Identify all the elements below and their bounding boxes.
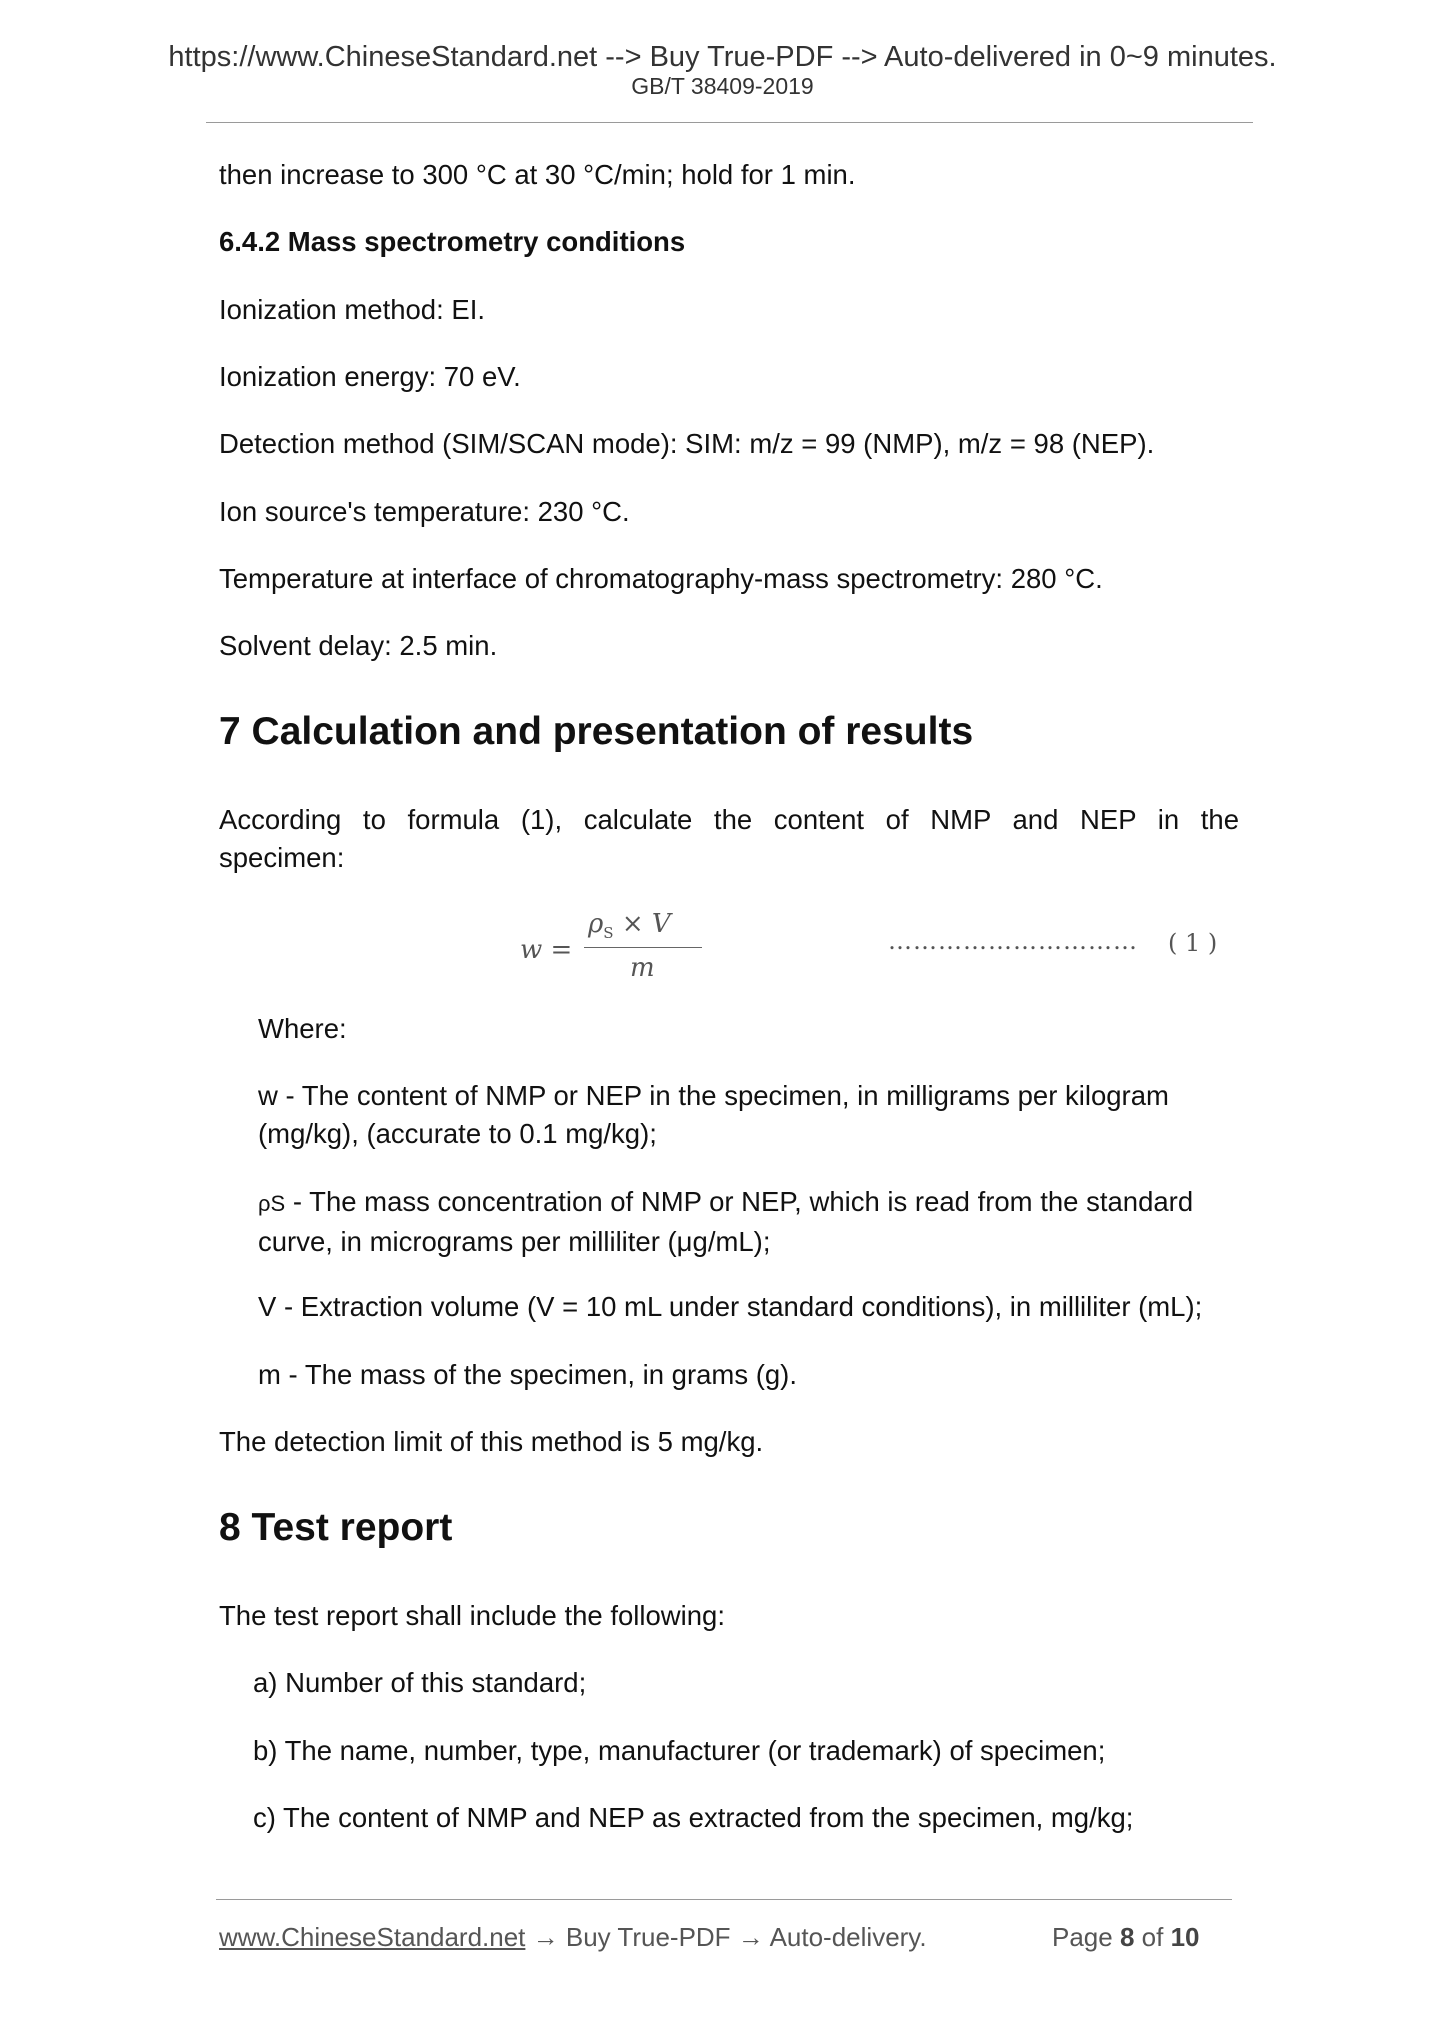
definition-m: m - The mass of the specimen, in grams (g). (258, 1359, 797, 1390)
formula-fraction-bar (584, 947, 702, 948)
text-ion-source-temp: Ion source's temperature: 230 °C. (219, 496, 630, 527)
formula-1 (520, 905, 760, 995)
text-detection-method: Detection method (SIM/SCAN mode): SIM: m/z = 99 (NMP), m/z = 98 (NEP). (219, 428, 1155, 459)
page-current: 8 (1119, 1922, 1135, 1952)
text-ionization-method: Ionization method: EI. (219, 294, 485, 325)
formula-intro-line2: specimen: (219, 842, 345, 873)
text-solvent-delay: Solvent delay: 2.5 min. (219, 630, 498, 661)
text-detection-limit: The detection limit of this method is 5 mg/kg. (219, 1426, 764, 1457)
section-heading-7: 7 Calculation and presentation of results (219, 710, 974, 753)
text-prev-line: then increase to 300 °C at 30 °C/min; hold for 1 min. (219, 159, 856, 190)
where-label: Where: (258, 1013, 347, 1044)
text-ionization-energy: Ionization energy: 70 eV. (219, 361, 521, 392)
page-indicator: Page 8 of 10 (1052, 1922, 1200, 1952)
footer-divider (216, 1899, 1232, 1900)
list-item-b: b) The name, number, type, manufacturer (or trademark) of specimen; (253, 1735, 1106, 1766)
page-total: 10 (1170, 1922, 1200, 1952)
formula-denominator: m (630, 953, 655, 983)
formula-number: ( 1 ) (1168, 929, 1218, 957)
standard-number: GB/T 38409-2019 (631, 73, 814, 99)
definition-rho: ρS - The mass concentration of NMP or NEP, which is read from the standard curve, in micrograms per milliliter (μg/mL); (258, 1186, 1194, 1257)
list-item-a: a) Number of this standard; (253, 1667, 587, 1698)
formula-lhs: w = (520, 935, 573, 965)
formula-leader-dots: ………………………… (888, 927, 1138, 955)
footer-text: → Buy True-PDF → Auto-delivery. (525, 1922, 927, 1952)
section-heading-8: 8 Test report (219, 1506, 453, 1549)
header-banner: https://www.ChineseStandard.net --> Buy True-PDF --> Auto-delivered in 0~9 minutes. (168, 41, 1277, 73)
section-heading-6-4-2: 6.4.2 Mass spectrometry conditions (219, 226, 686, 257)
formula-numerator: $\rho_S \times V$ (588, 909, 671, 943)
formula-intro-line1: According to formula (1), calculate the content of NMP and NEP in the (219, 804, 1239, 835)
definition-v: V - Extraction volume (V = 10 mL under standard conditions), in milliliter (mL); (258, 1291, 1203, 1322)
list-item-c: c) The content of NMP and NEP as extracted from the specimen, mg/kg; (253, 1802, 1134, 1833)
definition-w: w - The content of NMP or NEP in the specimen, in milligrams per kilogram (mg/kg), (accurate to 0.1 mg/kg); (258, 1080, 1169, 1149)
text-interface-temp: Temperature at interface of chromatography-mass spectrometry: 280 °C. (219, 563, 1103, 594)
text-report-intro: The test report shall include the following: (219, 1600, 725, 1631)
footer-left (219, 1921, 927, 1953)
header-divider (206, 122, 1253, 123)
footer-link[interactable]: www.ChineseStandard.net (219, 1922, 526, 1952)
